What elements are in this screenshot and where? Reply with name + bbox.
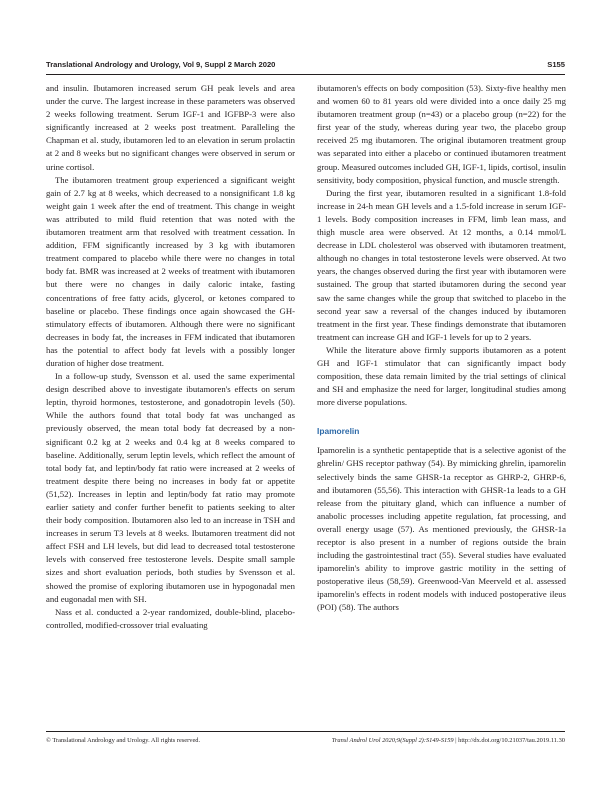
running-header [46, 60, 565, 74]
paragraph: In a follow-up study, Svensson et al. used the same experimental design described above to investigate ibutamoren's effects on serum leptin, thyroid hormones, testosterone, and gonadotropin levels (50). While the authors found that total body fat was unchanged as previously observed, the mean total body fat decreased by a non-significant 0.2 kg at 2 weeks and 0.4 kg at 8 weeks compared to baseline. Additionally, serum leptin levels, which reflect the amount of total body fat, and leptin/body fat ratio were increased at 2 weeks of treatment despite there being no increases in body fat or appetite (51,52). Increases in leptin and leptin/body fat ratio may promote earlier satiety and confer further benefit to patients seeking to alter their body composition. Ibutamoren also led to an increase in TSH and increases in serum T3 levels at 8 weeks. Ibutamoren treatment did not affect FSH and LH levels, but did lead to decreased total testosterone levels with conserved free testosterone levels. Despite small sample sizes and short evaluation periods, both studies by Svensson et al. showed the promise of exploring ibutamoren use in hypogonadal men and eugonadal men with SH. [46, 371, 295, 604]
journal-citation: Transl Androl Urol 2020;9(Suppl 2):S149-S159 [331, 737, 454, 744]
footer-rule [46, 731, 565, 732]
section-heading: Ipamorelin [317, 426, 360, 437]
right-column [317, 82, 566, 615]
doi-link[interactable]: http://dx.doi.org/10.21037/tau.2019.11.30 [458, 737, 565, 744]
left-column [46, 82, 295, 632]
paragraph: The ibutamoren treatment group experienced a significant weight gain of 2.7 kg at 8 weeks, which decreased to a nonsignificant 1.8 kg weight gain 1 week after the end of treatment. This change in weight was attributed to mild fluid retention that was noted with the ibutamoren treatment arm that resolved with treatment cessation. In addition, FFM significantly increased by 3 kg with ibutamoren treatment compared to placebo while there were no changes in total body fat. BMR was increased at 2 weeks of treatment with ibutamoren but there were no changes in daily caloric intake, fasting concentrations of free fatty acids, glycerol, or ketones compared to baseline or placebo. These findings once again showcased the GH-stimulatory effects of ibutamoren. Although there were no significant decreases in body fat, the increases in FFM indicated that ibutamoren has the potential to affect body fat levels with a possibly longer duration of higher dose treatment. [46, 174, 295, 368]
page-number: S155 [547, 60, 565, 69]
paragraph: and insulin. Ibutamoren increased serum GH peak levels and area under the curve. The largest increase in these parameters was observed 2 weeks following treatment. Serum IGF-1 and IGFBP-3 were also significantly increased at 2 weeks post treatment. Paralleling the Chapman et al. study, ibutamoren led to an elevation in serum prolactin at 2 and 8 weeks but no significant changes were observed in serum or urine cortisol. [46, 83, 295, 172]
footer-citation [332, 737, 565, 744]
paragraph: During the first year, ibutamoren resulted in a significant 1.8-fold increase in 24-h mean GH levels and a 1.5-fold increase in serum IGF-1 levels. Body composition increases in FFM, limb lean mass, and thigh muscle area were observed. At 12 months, a 0.14 mmol/L decrease in LDL cholesterol was observed with ibutamoren treatment, although no changes in total testosterone levels were observed. At two years, the changes observed during the first year with ibutamoren were sustained. The group that started ibutamoren during the second year saw the same changes while the group that switched to placebo in the second year saw a reversal of the changes induced by ibutamoren treatment in the first year. These findings demonstrate that ibutamoren treatment can increase GH and IGF-1 levels for up to 2 years. [317, 187, 566, 342]
paragraph: ibutamoren's effects on body composition (53). Sixty-five healthy men and women 60 to 81 years old were divided into a once daily 25 mg ibutamoren treatment group (n=43) or a placebo group (n=22) for the first year of the study, whereas during year two, the placebo group received 25 mg ibutamoren. The original ibutamoren treatment group was separated into either a placebo or continued ibutamoren treatment group. Measured outcomes included GH, IGF-1, lipids, cortisol, insulin sensitivity, body composition, physical function, and muscle strength. [317, 83, 566, 185]
page-footer [46, 737, 565, 749]
paragraph: While the literature above firmly supports ibutamoren as a potent GH and IGF-1 stimulator that can significantly impact body composition, these data remain limited by the trial settings of clinical and SH and emphasize the need for larger, longitudinal studies among more diverse populations. [317, 344, 566, 408]
paragraph: Ipamorelin is a synthetic pentapeptide that is a selective agonist of the ghrelin/ GHS receptor pathway (54). By mimicking ghrelin, ipamorelin selectively binds the same GHSR-1a receptor as GHRP-2, GHRP-6, and ibutamoren (55,56). This interaction with GHSR-1a leads to a GH release from the pituitary gland, which can influence a number of anabolic processes including appetite regulation, fat processing, and overall energy usage (57). As mentioned previously, the GHSR-1a receptor is also present in a number of regions outside the brain including the gastrointestinal tract (55). Several studies have evaluated ipamorelin's ability to improve gastric motility in the setting of postoperative ileus (58,59). Greenwood-Van Meerveld et al. assessed ipamorelin's effects in rodent models with induced postoperative ileus (POI) (58). The authors [317, 445, 566, 613]
footer-separator: | [453, 737, 459, 744]
journal-title: Translational Andrology and Urology, Vol 9, Suppl 2 March 2020 [46, 60, 276, 69]
paragraph: Nass et al. conducted a 2-year randomized, double-blind, placebo-controlled, modified-crossover trial evaluating [46, 606, 295, 630]
header-rule [46, 74, 565, 75]
copyright-notice: © Translational Andrology and Urology. All rights reserved. [46, 737, 201, 744]
